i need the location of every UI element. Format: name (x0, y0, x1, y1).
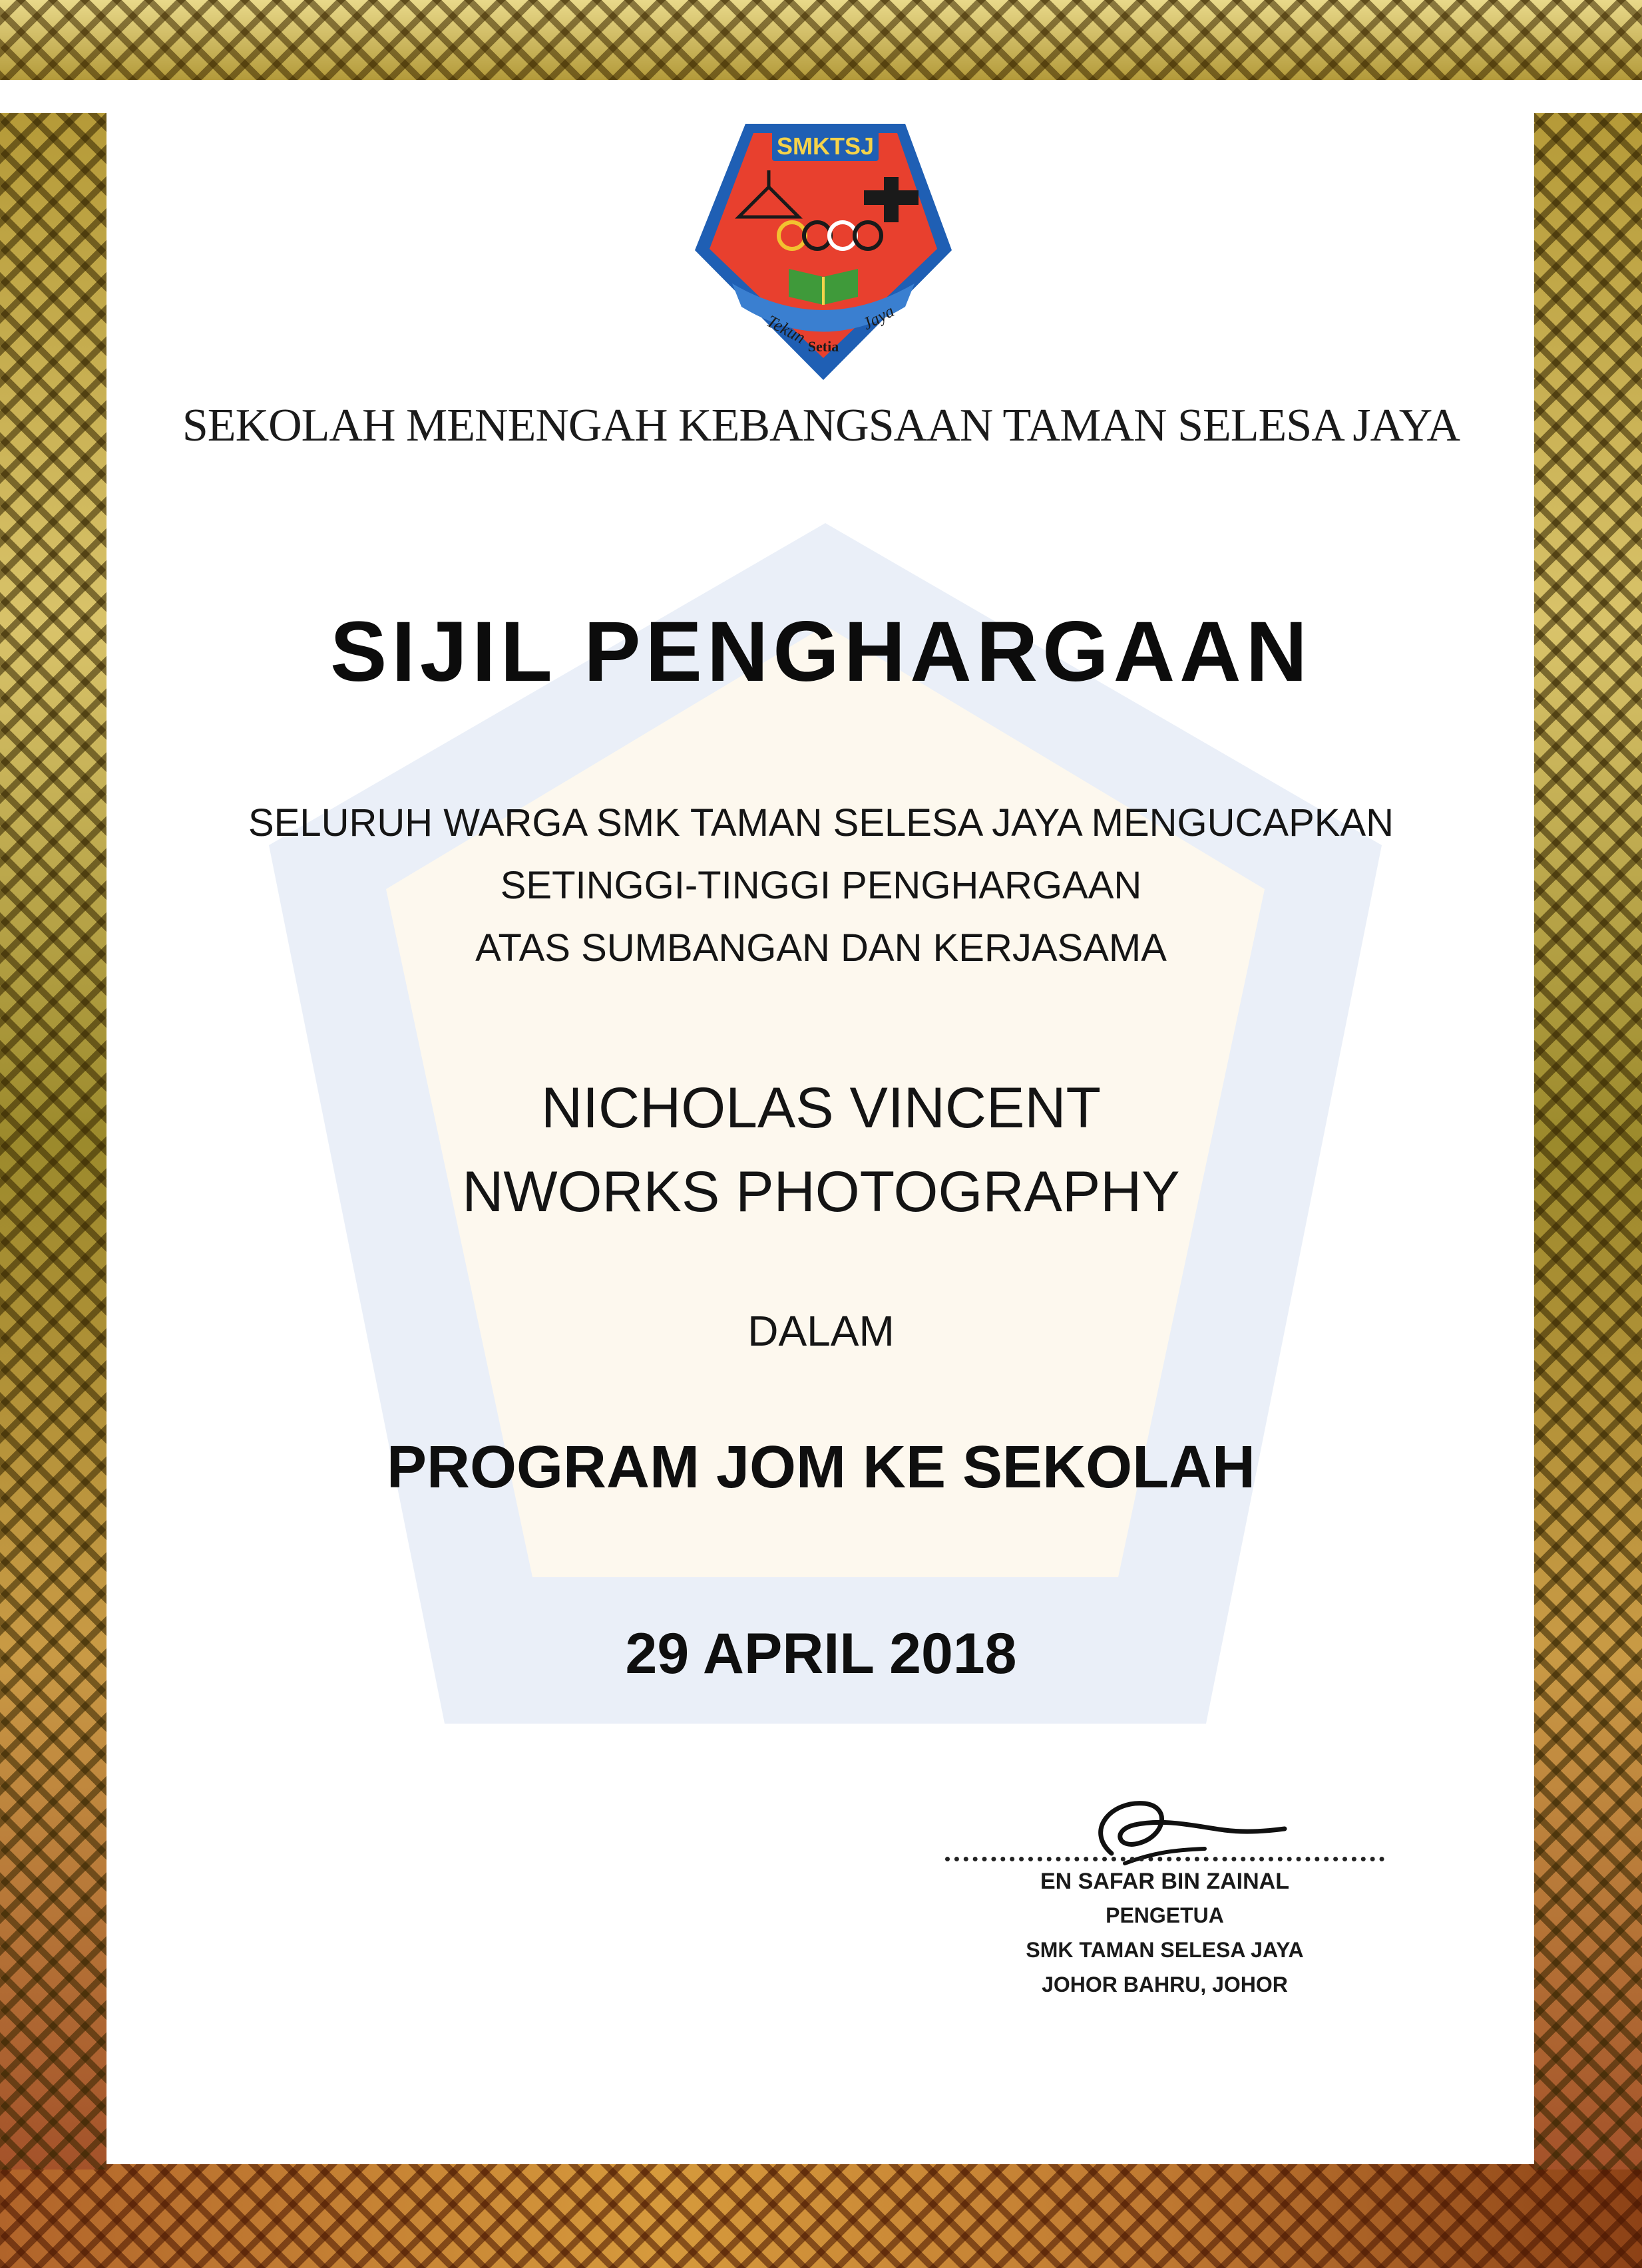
ornamental-border-right (1534, 113, 1642, 2170)
message-line: ATAS SUMBANGAN DAN KERJASAMA (475, 926, 1167, 970)
logo-motto-left: Tekun (763, 311, 809, 348)
logo-acronym: SMKTSJ (776, 132, 875, 160)
event-date: 29 APRIL 2018 (625, 1622, 1017, 1686)
recipient-organization: NWORKS PHOTOGRAPHY (462, 1160, 1180, 1224)
handwritten-signature (1072, 1790, 1291, 1877)
signatory-location: JOHOR BAHRU, JOHOR (1042, 1973, 1288, 1996)
signatory-title: PENGETUA (1106, 1903, 1224, 1927)
message-line: SETINGGI-TINGGI PENGHARGAAN (500, 864, 1142, 907)
connector-word: DALAM (747, 1307, 895, 1355)
ornamental-border-top (0, 0, 1642, 80)
school-name: SEKOLAH MENENGAH KEBANGSAAN TAMAN SELESA JAYA (182, 400, 1460, 451)
signatory-organization: SMK TAMAN SELESA JAYA (1026, 1938, 1304, 1962)
program-name: PROGRAM JOM KE SEKOLAH (386, 1434, 1256, 1501)
certificate-title: SIJIL PENGHARGAAN (329, 604, 1313, 699)
school-crest-logo (692, 117, 954, 383)
ornamental-border-bottom (0, 2164, 1642, 2268)
logo-motto-bottom: Setia (807, 338, 839, 355)
logo-motto-right: Jaya (859, 301, 898, 334)
recipient-name: NICHOLAS VINCENT (540, 1076, 1102, 1140)
signatory-name: EN SAFAR BIN ZAINAL (1040, 1869, 1289, 1894)
signature-line (945, 1857, 1384, 1861)
ornamental-border-left (0, 113, 106, 2170)
message-line: SELURUH WARGA SMK TAMAN SELESA JAYA MENGUCAPKAN (248, 801, 1394, 845)
